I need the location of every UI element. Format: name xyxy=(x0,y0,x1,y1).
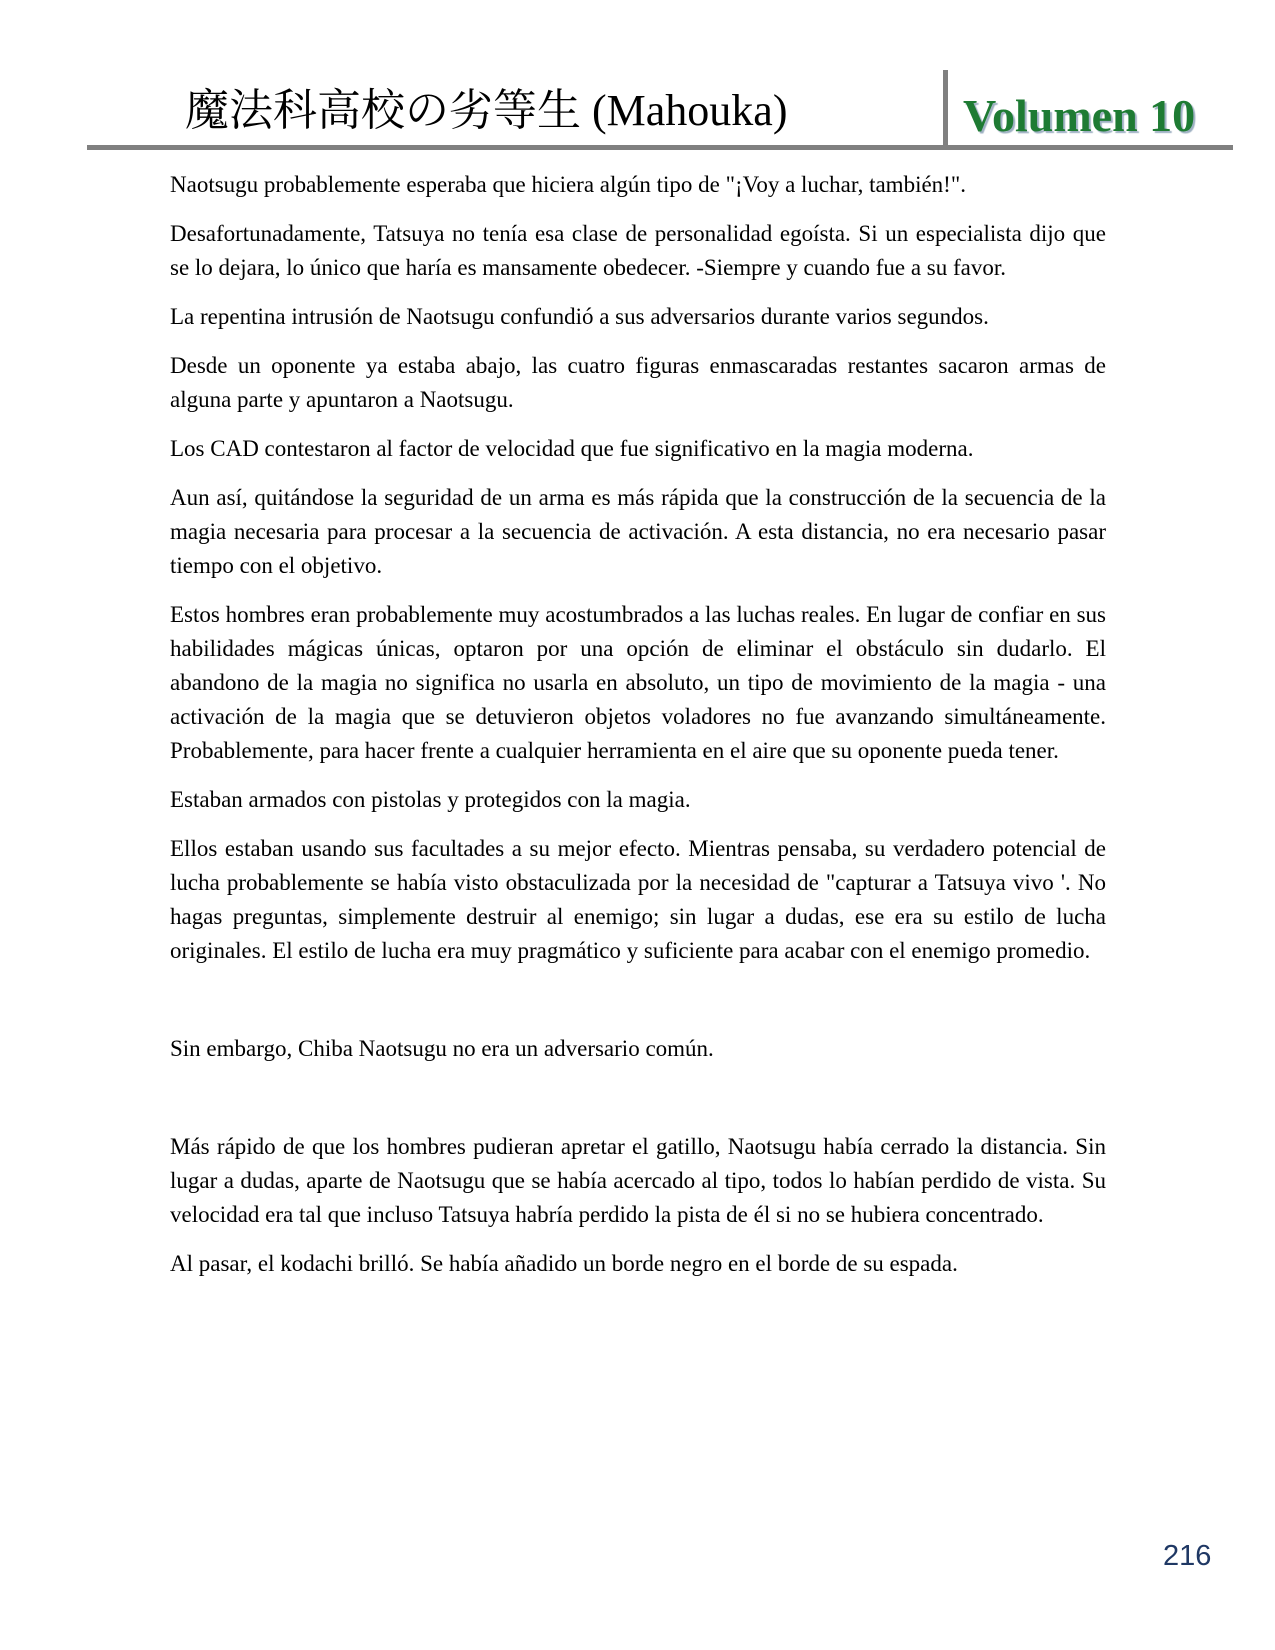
paragraph: Los CAD contestaron al factor de velocidad que fue significativo en la magia moderna. xyxy=(170,436,974,461)
paragraph xyxy=(170,983,1106,1017)
paragraph: Desde un oponente ya estaba abajo, las cuatro figuras enmascaradas restantes sacaron armas de alguna parte y apuntaron a Naotsugu. xyxy=(170,353,1106,412)
series-title: 魔法科高校の劣等生 (Mahouka) xyxy=(185,86,788,135)
document-body xyxy=(170,168,1106,1296)
paragraph: Sin embargo, Chiba Naotsugu no era un adversario común. xyxy=(170,1036,714,1061)
paragraph: Estaban armados con pistolas y protegidos con la magia. xyxy=(170,787,691,812)
paragraph: Aun así, quitándose la seguridad de un arma es más rápida que la construcción de la secuencia de la magia necesaria para procesar a la secuencia de activación. A esta distancia, no era necesario pasar tiempo con el objetivo. xyxy=(170,485,1106,578)
page-number: 216 xyxy=(1163,1540,1212,1572)
header-divider-bar xyxy=(943,70,1195,145)
paragraph: Naotsugu probablemente esperaba que hiciera algún tipo de "¡Voy a luchar, también!". xyxy=(170,172,966,197)
volume-label: Volumen 10 xyxy=(963,90,1196,141)
paragraph: Más rápido de que los hombres pudieran apretar el gatillo, Naotsugu había cerrado la distancia. Sin lugar a dudas, aparte de Naotsugu que se había acercado al tipo, todos lo habían perdido de vista. Su velocidad era tal que incluso Tatsuya habría perdido la pista de él si no se hubiera concentrado. xyxy=(170,1134,1106,1227)
paragraph: La repentina intrusión de Naotsugu confundió a sus adversarios durante varios segundos. xyxy=(170,304,989,329)
paragraph: Desafortunadamente, Tatsuya no tenía esa clase de personalidad egoísta. Si un especialista dijo que se lo dejara, lo único que haría es mansamente obedecer. -Siempre y cuando fue a su favor. xyxy=(170,221,1106,280)
page-header xyxy=(87,64,1233,150)
paragraph: Ellos estaban usando sus facultades a su mejor efecto. Mientras pensaba, su verdadero potencial de lucha probablemente se había visto obstaculizada por la necesidad de "capturar a Tatsuya vivo '. No hagas preguntas, simplemente destruir al enemigo; sin lugar a dudas, ese era su estilo de lucha originales. El estilo de lucha era muy pragmático y suficiente para acabar con el enemigo promedio. xyxy=(170,836,1106,963)
paragraph: Estos hombres eran probablemente muy acostumbrados a las luchas reales. En lugar de confiar en sus habilidades mágicas únicas, optaron por una opción de eliminar el obstáculo sin dudarlo. El abandono de la magia no significa no usarla en absoluto, un tipo de movimiento de la magia - una activación de la magia que se detuvieron objetos voladores no fue avanzando simultáneamente. Probablemente, para hacer frente a cualquier herramienta en el aire que su oponente pueda tener. xyxy=(170,602,1106,763)
paragraph xyxy=(170,1081,1106,1115)
paragraph: Al pasar, el kodachi brilló. Se había añadido un borde negro en el borde de su espada. xyxy=(170,1251,958,1276)
